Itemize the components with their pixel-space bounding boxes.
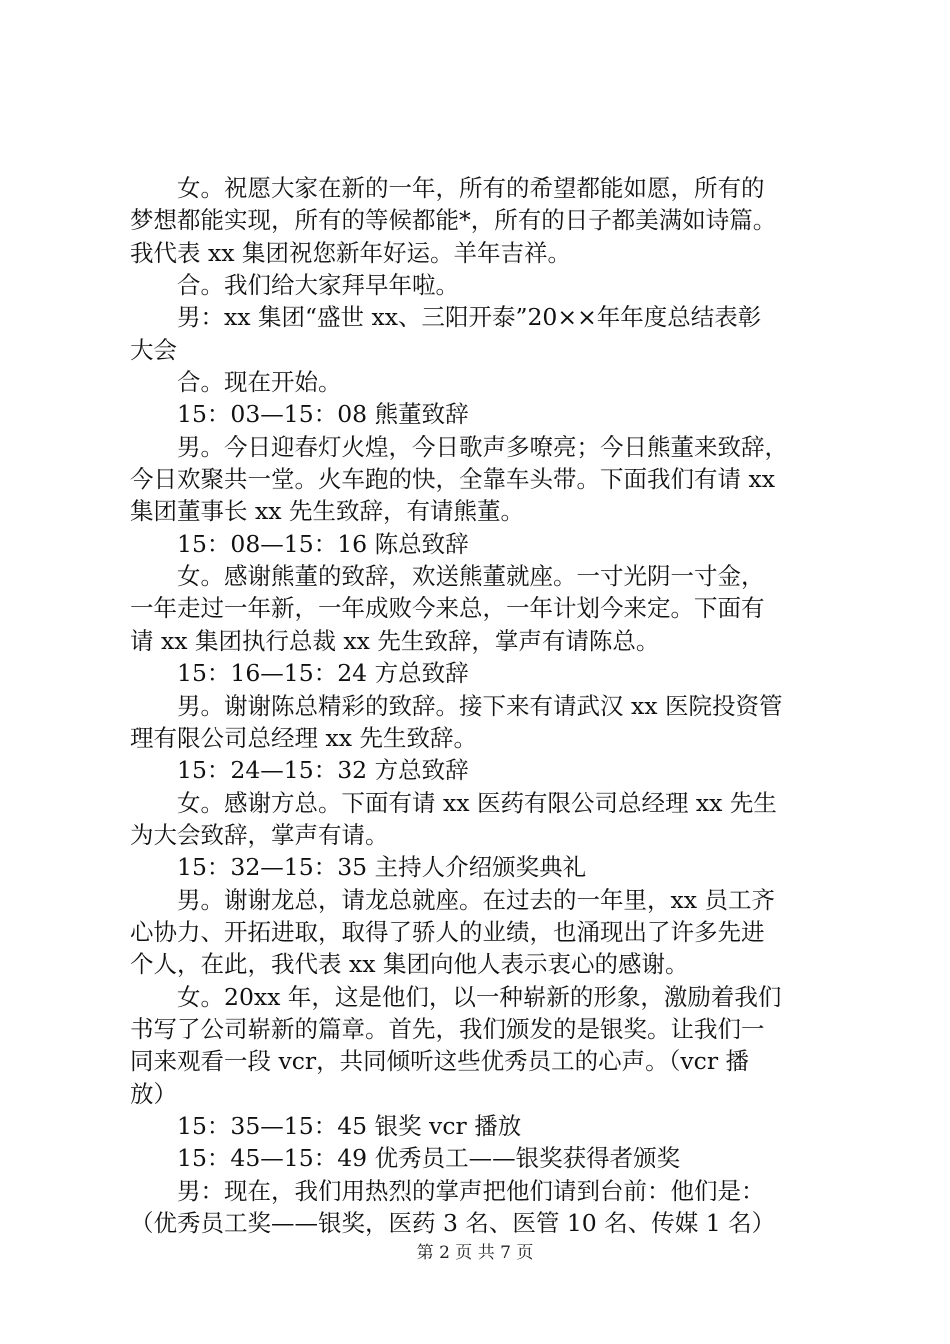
text-line: 放）	[130, 1079, 177, 1108]
text-line: 女。20xx 年，这是他们，以一种崭新的形象，激励着我们	[177, 982, 782, 1011]
text-line: 同来观看一段 vcr，共同倾听这些优秀员工的心声。（vcr 播	[130, 1047, 750, 1076]
text-line: （优秀员工奖——银奖，医药 3 名、医管 10 名、传媒 1 名）	[130, 1209, 776, 1237]
text-line: 个人，在此，我代表 xx 集团向他人表示衷心的感谢。	[130, 950, 689, 979]
text-line: 请 xx 集团执行总裁 xx 先生致辞，掌声有请陈总。	[130, 626, 660, 655]
text-line: 男：现在，我们用热烈的掌声把他们请到台前：他们是：	[177, 1176, 765, 1205]
text-line: 一年走过一年新，一年成败今来总，一年计划今来定。下面有	[130, 594, 765, 623]
page-footer: 第 2 页 共 7 页	[416, 1243, 534, 1263]
text-line: 男：xx 集团“盛世 xx、三阳开泰”20××年年度总结表彰	[177, 303, 762, 332]
text-line: 梦想都能实现，所有的等候都能*，所有的日子都美满如诗篇。	[130, 206, 777, 235]
text-line: 男。谢谢陈总精彩的致辞。接下来有请武汉 xx 医院投资管	[177, 691, 783, 720]
text-line: 女。感谢熊董的致辞，欢送熊董就座。一寸光阴一寸金，	[177, 562, 765, 591]
text-line: 合。现在开始。	[177, 368, 342, 397]
text-line: 女。感谢方总。下面有请 xx 医药有限公司总经理 xx 先生	[177, 788, 777, 817]
text-line: 合。我们给大家拜早年啦。	[177, 271, 459, 300]
text-line: 集团董事长 xx 先生致辞，有请熊董。	[130, 497, 524, 526]
text-line: 15：32—15：35 主持人介绍颁奖典礼	[177, 853, 587, 882]
text-line: 15：03—15：08 熊董致辞	[177, 400, 469, 429]
text-line: 15：45—15：49 优秀员工——银奖获得者颁奖	[177, 1144, 681, 1173]
text-line: 15：24—15：32 方总致辞	[177, 756, 469, 785]
document-body	[130, 172, 835, 1239]
text-line: 今日欢聚共一堂。火车跑的快，全靠车头带。下面我们有请 xx	[130, 465, 775, 494]
text-line: 15：08—15：16 陈总致辞	[177, 529, 469, 558]
text-line: 15：35—15：45 银奖 vcr 播放	[177, 1111, 522, 1140]
text-line: 理有限公司总经理 xx 先生致辞。	[130, 723, 477, 752]
text-line: 心协力、开拓进取，取得了骄人的业绩，也涌现出了许多先进	[130, 917, 765, 946]
text-line: 我代表 xx 集团祝您新年好运。羊年吉祥。	[130, 238, 571, 267]
text-line: 大会	[130, 335, 177, 364]
text-line: 男。今日迎春灯火煌，今日歌声多嘹亮；今日熊董来致辞，	[177, 432, 788, 461]
text-line: 男。谢谢龙总，请龙总就座。在过去的一年里，xx 员工齐	[177, 885, 775, 914]
text-line: 15：16—15：24 方总致辞	[177, 659, 469, 688]
text-line: 书写了公司崭新的篇章。首先，我们颁发的是银奖。让我们一	[130, 1014, 765, 1043]
text-line: 为大会致辞，掌声有请。	[130, 820, 389, 849]
text-line: 女。祝愿大家在新的一年，所有的希望都能如愿，所有的	[177, 174, 765, 202]
